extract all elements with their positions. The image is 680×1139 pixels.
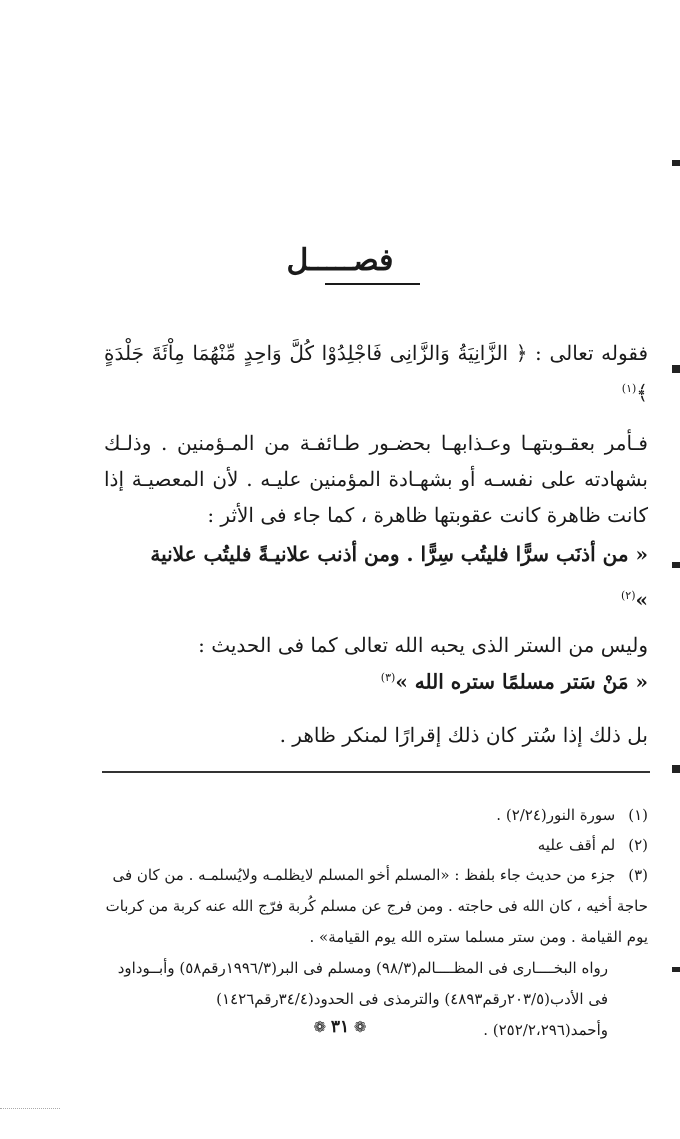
footnote-3-text: جزء من حديث جاء بلفظ : «المسلم أخو المسلم لايظلمـه ولايُسلمـه . من كان فى حاجة أخيه ، كان الله فى حاجته . ومن فرج عن مسلم كُربة فرّج الله عنه كربة من كربات يوم القيامة . ومن ستر مسلما ستره الله يوم القيامة» . xyxy=(105,866,648,946)
page-number-value: ٣١ xyxy=(330,1017,350,1037)
conclusion-paragraph: بل ذلك إذا سُتر كان ذلك إقرارًا لمنكر ظاهر . xyxy=(279,723,648,747)
ornament-right-icon: ❁ xyxy=(349,1018,367,1036)
footnote-1-number: (١) xyxy=(628,806,648,824)
scan-speckle xyxy=(0,1108,60,1110)
footnote-ref-3: (٣) xyxy=(380,671,396,684)
verse-paragraph xyxy=(104,335,648,411)
footnote-1 xyxy=(104,800,648,831)
footnote-3-source: رواه البخــــارى فى المظــــالم(٩٨/٣) ومسلم فى البر(١٩٩٦/٣رقم٥٨) وأبــوداود فى الأدب(٢٠٣/٥رقم٤٨٩٣) والترمذى فى الحدود(٣٤/٤رقم١٤٢٦) وأحمد(٢٥٢/٢،٢٩٦) . xyxy=(117,959,608,1039)
footnote-ref-1: (١) xyxy=(621,382,637,395)
footnote-divider xyxy=(102,771,650,773)
page-number xyxy=(0,1017,680,1037)
commentary-paragraph: فـأمر بعقـوبتهـا وعـذابهـا بحضـور طـائفـة من المـؤمنين . وذلـك بشهادته على نفسـه أو بشهـادة المؤمنين عليـه . لأن المعصيـة إذا كانت ظاهرة كانت عقوبتها ظاهرة ، كما جاء فى الأثر : xyxy=(104,431,648,527)
scan-edge-mark xyxy=(672,765,680,773)
footnote-2-text: لم أقف عليه xyxy=(537,836,616,854)
verse-text: فقوله تعالى : ﴿ الزَّانِيَةُ وَالزَّانِى فَاجْلِدُوْا كُلَّ وَاحِدٍ مِّنْهُمَا مِاْئَةَ جَلْدَةٍ ﴾ xyxy=(104,341,648,405)
footnote-2 xyxy=(104,830,648,861)
footnote-3-number: (٣) xyxy=(628,866,648,884)
footnote-3 xyxy=(104,860,648,953)
intro-paragraph: وليس من الستر الذى يحبه الله تعالى كما فى الحديث : xyxy=(198,633,648,657)
footnote-2-number: (٢) xyxy=(628,836,648,854)
hadith-quote-1 xyxy=(118,533,648,621)
hadith-1-text: « من أذنَب سرًّا فليتُب سِرًّا . ومن أذنب علانيـةً فليتُب علانية » xyxy=(150,542,648,612)
hadith-2-text: « مَنْ سَتر مسلمًا ستره الله » xyxy=(395,669,648,694)
footnote-ref-2: (٢) xyxy=(620,589,636,602)
scan-edge-mark xyxy=(672,967,680,972)
section-title: فصـــــل xyxy=(286,243,394,278)
scan-edge-mark xyxy=(672,365,680,373)
footnote-1-text: سورة النور(٢/٢٤) . xyxy=(496,806,616,824)
title-underline xyxy=(325,283,420,285)
ornament-left-icon: ❁ xyxy=(313,1018,331,1036)
scan-edge-mark xyxy=(672,160,680,166)
scan-edge-mark xyxy=(672,562,680,568)
hadith-quote-2 xyxy=(381,660,648,700)
